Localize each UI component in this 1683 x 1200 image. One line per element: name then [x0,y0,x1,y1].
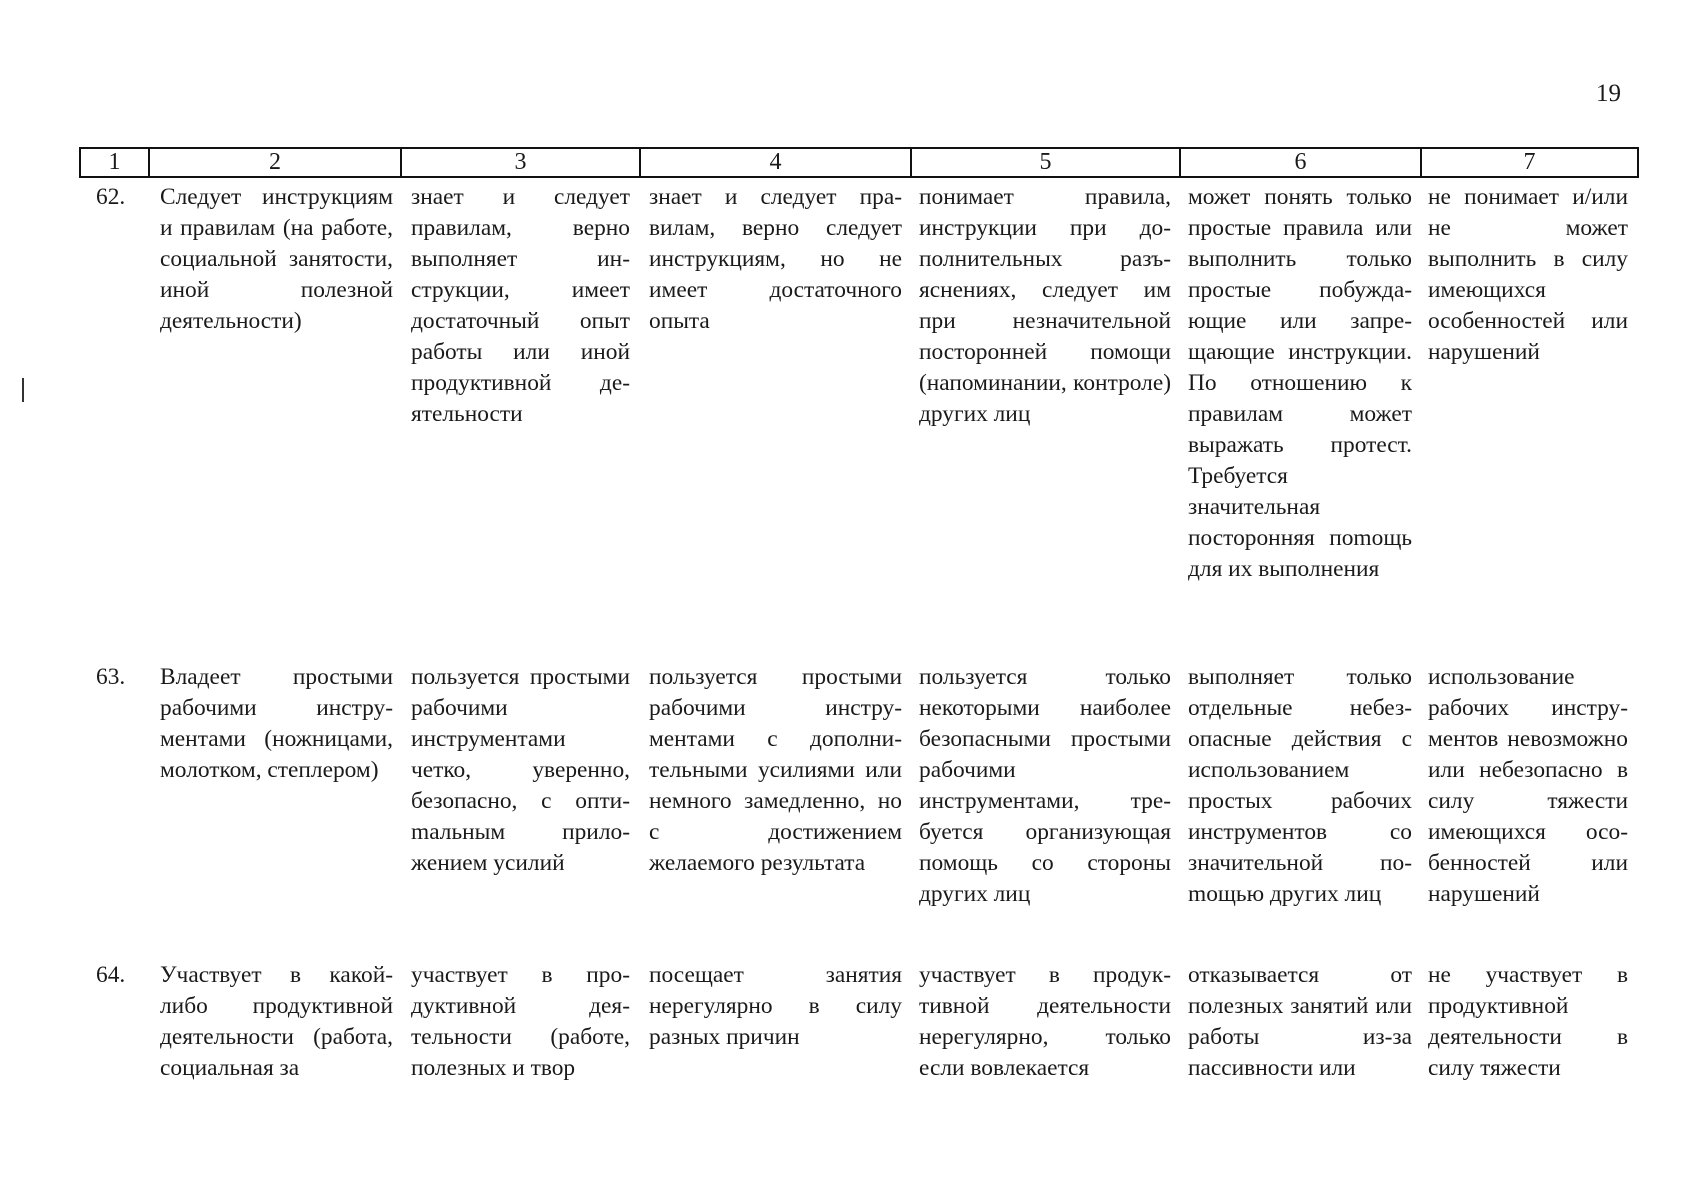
page-number: 19 [1596,80,1621,107]
level-cell-7: не участвует в продуктивной деятельности в силу тяжести [1428,962,1628,1081]
column-header-5: 5 [912,149,1181,176]
level-cell-3: знает и следует правилам, верно выполняет инструкции, имеет достаточный опыт работы или иной продуктивной деятельности [411,184,630,427]
level-cell-7: не понимает и/или не может выполнить в силу имеющихся особенностей или нарушений [1428,184,1628,365]
level-cell-5: участвует в продуктивной деятельности нерегулярно, только если вовлекается [919,962,1171,1081]
level-cell-5: пользуется только некоторыми наиболее безопасными простыми рабочими инструментами, требуется организующая помощь со стороны других лиц [919,664,1171,907]
column-header-4: 4 [641,149,912,176]
level-cell-4: посещает занятия нерегулярно в силу разных причин [649,962,902,1050]
criterion-cell: Участвует в какой-либо продуктивной деятельности (работа, социальная за [160,962,393,1081]
level-cell-4: знает и следует правилам, верно следует инструкциям, но не имеет достаточного опыта [649,184,902,334]
row-number: 62. [96,184,126,210]
level-cell-3: участвует в продуктивной деятельности (работе, полезных и твор [411,962,630,1081]
column-header-7: 7 [1523,149,1536,175]
level-cell-4: пользуется простыми рабочими инструментами с дополнительными усилиями или немного замедленно, но с достижением желаемого результата [649,664,902,876]
level-cell-6: отказывается от полезных занятий или работы из-за пассивности или [1188,962,1412,1081]
column-header-1: 1 [81,149,150,176]
table-header-row [79,147,1639,178]
level-cell-5: понимает правила, инструкции при дополнительных разъяснениях, следует им при незначительной посторонней помощи (напоминании, контроле) других лиц [919,184,1171,427]
level-cell-7: использование рабочих инструментов невозможно или небезопасно в силу тяжести имеющихся особенностей или нарушений [1428,664,1628,907]
column-header-6: 6 [1181,149,1422,176]
row-number: 64. [96,962,126,988]
level-cell-6: выполняет только отдельные небезопасные действия с использованием простых рабочих инструментов со значительной поmощью других лиц [1188,664,1412,907]
level-cell-6: может понять только простые правила или выполнить только простые побуждающие или запрещающие инструкции. По отношению к правилам может выражать протест. Требуется значительная посторонняя поmощь для их выполнения [1188,184,1412,582]
margin-mark [22,378,24,402]
criterion-cell: Владеет простыми рабочими инструментами (ножницами, молотком, степлером) [160,664,393,783]
column-header-2: 2 [150,149,402,176]
column-header-3: 3 [402,149,641,176]
row-number: 63. [96,664,126,690]
criterion-cell: Следует инструкциям и правилам (на работе, социальной занятости, иной полезной деятельности) [160,184,393,334]
level-cell-3: пользуется простыми рабочими инструментами четко, уверенно, безопасно, с оптиmальным приложением усилий [411,664,630,876]
